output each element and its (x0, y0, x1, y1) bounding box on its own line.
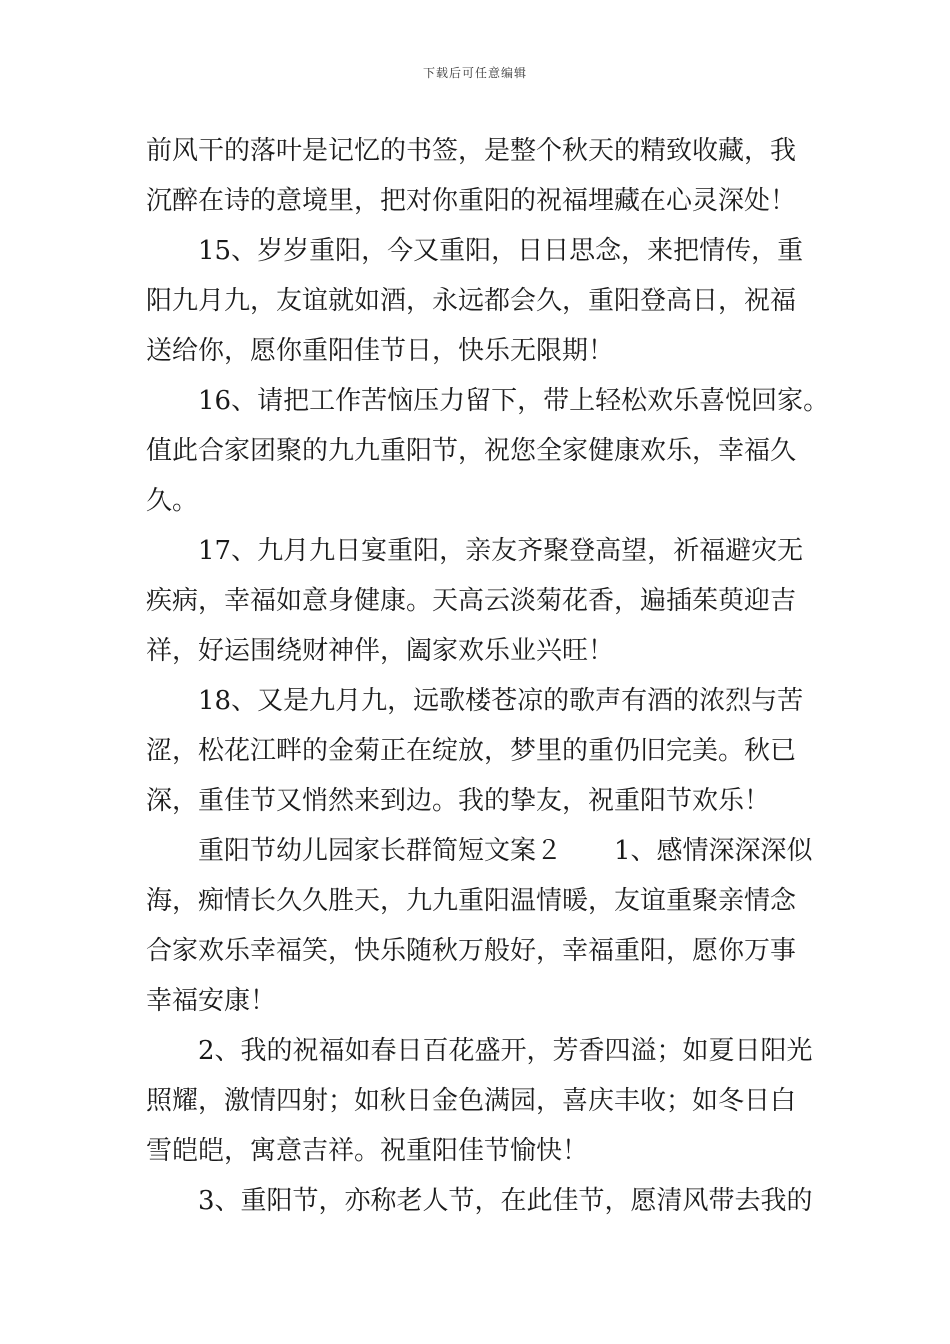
text-line: 沉醉在诗的意境里，把对你重阳的祝福埋藏在心灵深处！ (146, 186, 797, 216)
text-line: 送给你，愿你重阳佳节日，快乐无限期！ (146, 336, 615, 366)
text-line: 幸福安康！ (146, 986, 277, 1016)
text-line: 久。 (146, 486, 199, 516)
text-line: 海，痴情长久久胜天，九九重阳温情暖，友谊重聚亲情念 (146, 886, 797, 916)
text-line: 深，重佳节又悄然来到边。我的挚友，祝重阳节欢乐！ (146, 786, 771, 816)
paragraph-2-line: 2、我的祝福如春日百花盛开，芳香四溢；如夏日阳光 (198, 1036, 813, 1066)
section-title-line: 重阳节幼儿园家长群简短文案２ 1、感情深深深似 (198, 836, 813, 866)
text-line: 值此合家团聚的九九重阳节，祝您全家健康欢乐，幸福久 (146, 436, 797, 466)
text-line: 祥，好运围绕财神伴，阖家欢乐业兴旺！ (146, 636, 615, 666)
text-line: 前风干的落叶是记忆的书签，是整个秋天的精致收藏，我 (146, 136, 797, 166)
text-line: 合家欢乐幸福笑，快乐随秋万般好，幸福重阳，愿你万事 (146, 936, 797, 966)
page-header-note: 下载后可任意编辑 (422, 66, 527, 80)
text-line: 疾病，幸福如意身健康。天高云淡菊花香，遍插茱萸迎吉 (146, 586, 797, 616)
paragraph-17-line: 17、九月九日宴重阳，亲友齐聚登高望，祈福避灾无 (198, 536, 804, 566)
text-line: 照耀，激情四射；如秋日金色满园，喜庆丰收；如冬日白 (146, 1086, 797, 1116)
paragraph-16-line: 16、请把工作苦恼压力留下，带上轻松欢乐喜悦回家。 (198, 386, 830, 416)
text-line: 涩，松花江畔的金菊正在绽放，梦里的重仍旧完美。秋已 (146, 736, 797, 766)
paragraph-3-line: 3、重阳节，亦称老人节，在此佳节，愿清风带去我的 (198, 1186, 813, 1216)
paragraph-15-line: 15、岁岁重阳，今又重阳，日日思念，来把情传，重 (198, 236, 804, 266)
text-line: 雪皑皑，寓意吉祥。祝重阳佳节愉快！ (146, 1136, 589, 1166)
text-line: 阳九月九，友谊就如酒，永远都会久，重阳登高日，祝福 (146, 286, 797, 316)
paragraph-18-line: 18、又是九月九，远歌楼苍凉的歌声有酒的浓烈与苦 (198, 686, 804, 716)
